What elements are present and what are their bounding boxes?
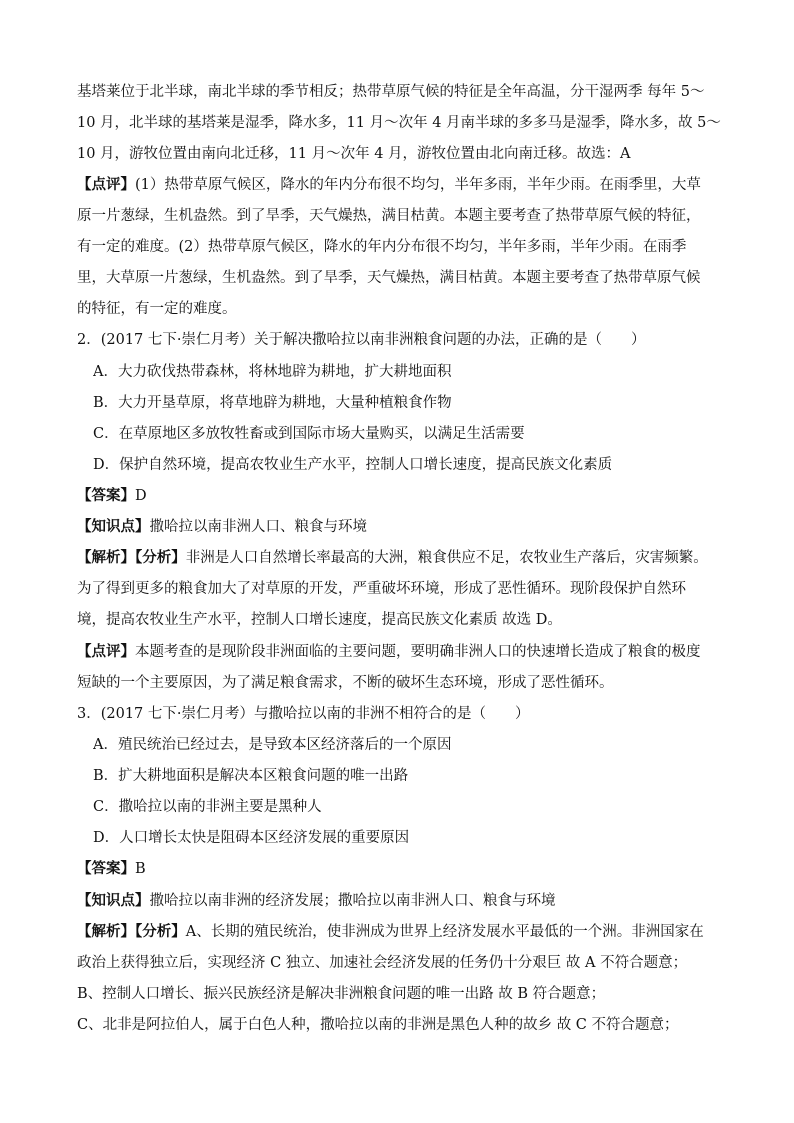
comment-line	[77, 175, 727, 195]
answer-tag: 【答案】	[77, 487, 135, 504]
text-line: 里，大草原一片葱绿，生机盎然。到了旱季，天气燥热，满目枯黄。本题主要考查了热带草原气候	[77, 270, 701, 286]
option-d: D．保护自然环境，提高农牧业生产水平，控制人口增长速度，提高民族文化素质	[93, 457, 613, 473]
analysis-text: 非洲是人口自然增长率最高的大洲，粮食供应不足，农牧业生产落后，灾害频繁。	[185, 550, 708, 566]
option-b: B．扩大耕地面积是解决本区粮食问题的唯一出路	[93, 768, 409, 784]
comment-text: 本题考查的是现阶段非洲面临的主要问题，要明确非洲人口的快速增长造成了粮食的极度	[135, 644, 701, 660]
answer-value: B	[135, 861, 146, 877]
comment-tag: 【点评】	[77, 176, 135, 193]
text-line: 基塔莱位于北半球，南北半球的季节相反；热带草原气候的特征是全年高温，分干湿两季 每年 5～	[77, 84, 705, 100]
knowledge-line	[77, 517, 727, 537]
comment-text: (1）热带草原气候区，降水的年内分布很不均匀，半年多雨，半年少雨。在雨季里，大草	[135, 177, 701, 193]
text-line: 10 月，游牧位置由南向北迁移，11 月～次年 4 月，游牧位置由北向南迁移。故选：A	[77, 146, 631, 162]
answer-line	[77, 859, 727, 879]
answer-line	[77, 486, 727, 506]
text-line: 短缺的一个主要原因，为了满足粮食需求，不断的破坏生态环境，形成了恶性循环。	[77, 675, 614, 691]
comment-line	[77, 642, 727, 662]
text-line: 为了得到更多的粮食加大了对草原的开发，严重破坏环境，形成了恶性循环。现阶段保护自然环	[77, 581, 686, 597]
option-c: C．在草原地区多放牧牲畜或到国际市场大量购买，以满足生活需要	[93, 426, 525, 442]
text-line: 原一片葱绿，生机盎然。到了旱季，天气燥热，满目枯黄。本题主要考查了热带草原气候的特征，	[77, 208, 701, 224]
answer-value: D	[135, 488, 147, 504]
text-line: 政治上获得独立后，实现经济 C 独立、加速社会经济发展的任务仍十分艰巨 故 A 不符合题意；	[77, 955, 688, 971]
question-stem: 3．(2017 七下·崇仁月考）与撒哈拉以南的非洲不相符合的是（ ）	[77, 706, 530, 722]
answer-tag: 【答案】	[77, 860, 135, 877]
text-line: 有一定的难度。(2）热带草原气候区，降水的年内分布很不均匀，半年多雨，半年少雨。在雨季	[77, 239, 687, 255]
text-line: 境，提高农牧业生产水平，控制人口增长速度，提高民族文化素质 故选 D。	[77, 612, 562, 628]
option-b: B．大力开垦草原，将草地辟为耕地，大量种植粮食作物	[93, 395, 452, 411]
analysis-tag: 【解析】【分析】	[77, 549, 186, 566]
text-line: 10 月，北半球的基塔莱是湿季，降水多，11 月～次年 4 月南半球的多多马是湿季，降水多，故 5～	[77, 115, 721, 131]
analysis-text: A、长期的殖民统治，使非洲成为世界上经济发展水平最低的一个洲。非洲国家在	[185, 924, 704, 940]
option-a: A．殖民统治已经过去，是导致本区经济落后的一个原因	[93, 737, 452, 753]
text-line: C、北非是阿拉伯人，属于白色人种，撒哈拉以南的非洲是黑色人种的故乡 故 C 不符合题意；	[77, 1017, 679, 1033]
knowledge-line	[77, 891, 727, 911]
analysis-tag: 【解析】【分析】	[77, 923, 186, 940]
comment-tag: 【点评】	[77, 643, 135, 660]
knowledge-text: 撒哈拉以南非洲人口、粮食与环境	[149, 519, 367, 535]
knowledge-text: 撒哈拉以南非洲的经济发展；撒哈拉以南非洲人口、粮食与环境	[149, 893, 556, 909]
text-line: 的特征，有一定的难度。	[77, 301, 237, 317]
analysis-line	[77, 922, 727, 942]
text-line: B、控制人口增长、振兴民族经济是解决非洲粮食问题的唯一出路 故 B 符合题意；	[77, 986, 606, 1002]
option-a: A．大力砍伐热带森林，将林地辟为耕地，扩大耕地面积	[93, 364, 452, 380]
knowledge-tag: 【知识点】	[77, 892, 150, 909]
option-c: C．撒哈拉以南的非洲主要是黑种人	[93, 799, 322, 815]
analysis-line	[77, 548, 727, 568]
knowledge-tag: 【知识点】	[77, 518, 150, 535]
question-stem: 2．(2017 七下·崇仁月考）关于解决撒哈拉以南非洲粮食问题的办法，正确的是（ ）	[77, 332, 646, 348]
option-d: D．人口增长太快是阻碍本区经济发展的重要原因	[93, 830, 410, 846]
